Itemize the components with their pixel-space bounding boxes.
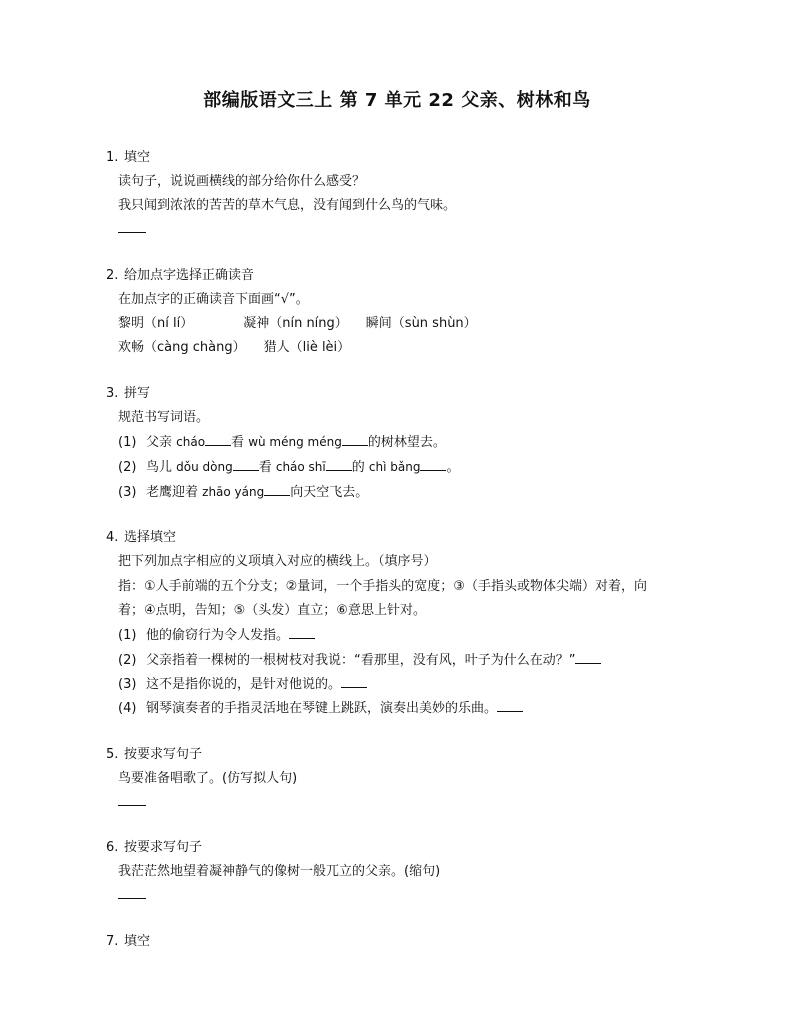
question-4-item-3 xyxy=(118,673,367,692)
answer-blank[interactable] xyxy=(575,651,601,664)
text: 的树林望去。 xyxy=(367,435,446,450)
word-choice[interactable]: 黎明（ní lí） xyxy=(118,316,194,331)
answer-blank[interactable] xyxy=(342,433,368,446)
pinyin: chì bǎng xyxy=(368,460,421,474)
text: 看 xyxy=(258,460,276,475)
word-choice[interactable]: 凝神（nín níng） xyxy=(243,316,348,331)
word-choice[interactable]: 欢畅（càng chàng） xyxy=(118,340,246,355)
question-4-heading xyxy=(106,526,176,545)
question-4-item-2 xyxy=(118,649,601,668)
question-number: 3. xyxy=(106,386,119,401)
answer-blank[interactable] xyxy=(264,483,290,496)
answer-blank[interactable] xyxy=(289,626,315,639)
question-type: 填空 xyxy=(124,934,151,949)
answer-blank[interactable] xyxy=(118,804,146,806)
answer-blank[interactable] xyxy=(326,458,352,471)
question-4-prompt: 把下列加点字相应的义项填入对应的横线上。（填序号） xyxy=(118,554,437,569)
question-3-prompt: 规范书写词语。 xyxy=(118,410,210,425)
text: 父亲指着一棵树的一根树枝对我说：“看那里，没有风，叶子为什么在动？” xyxy=(146,653,576,668)
item-number: (2) xyxy=(118,460,137,475)
question-2-words-row-1 xyxy=(118,312,477,331)
text: 向天空飞去。 xyxy=(290,485,369,500)
item-number: (3) xyxy=(118,677,137,692)
question-2-heading xyxy=(106,264,254,283)
text: 看 xyxy=(231,435,249,450)
answer-blank[interactable] xyxy=(420,458,446,471)
question-number: 6. xyxy=(106,840,119,855)
question-1-prompt: 读句子，说说画横线的部分给你什么感受？ xyxy=(118,174,366,189)
question-2-words-row-2 xyxy=(118,336,350,355)
item-number: (3) xyxy=(118,485,137,500)
question-2-prompt: 在加点字的正确读音下面画“√”。 xyxy=(118,292,309,307)
question-type: 拼写 xyxy=(124,386,151,401)
text: 他的偷窃行为令人发指。 xyxy=(146,628,290,643)
question-6-heading xyxy=(106,836,202,855)
question-6-prompt: 我茫茫然地望着凝神静气的像树一般兀立的父亲。(缩句) xyxy=(118,864,441,879)
text: 老鹰迎着 xyxy=(146,485,203,500)
question-3-item-1 xyxy=(118,431,446,450)
question-type: 填空 xyxy=(124,150,151,165)
answer-blank[interactable] xyxy=(118,897,146,899)
item-number: (1) xyxy=(118,435,137,450)
question-5-prompt: 鸟要准备唱歌了。(仿写拟人句) xyxy=(118,771,298,786)
question-type: 选择填空 xyxy=(124,530,177,545)
answer-blank[interactable] xyxy=(205,433,231,446)
page-title: 部编版语文三上 第 7 单元 22 父亲、树林和鸟 xyxy=(203,90,591,111)
text: 这不是指你说的，是针对他说的。 xyxy=(146,677,342,692)
question-number: 5. xyxy=(106,747,119,762)
item-number: (1) xyxy=(118,628,137,643)
item-number: (4) xyxy=(118,701,137,716)
word-choice[interactable]: 瞬间（sùn shùn） xyxy=(365,316,477,331)
question-4-item-4 xyxy=(118,697,523,716)
text: 的 xyxy=(351,460,369,475)
answer-blank[interactable] xyxy=(233,458,259,471)
question-type: 给加点字选择正确读音 xyxy=(124,268,255,283)
answer-blank[interactable] xyxy=(118,231,146,233)
question-3-heading xyxy=(106,382,150,401)
question-type: 按要求写句子 xyxy=(124,840,203,855)
pinyin: cháo shī xyxy=(275,460,326,474)
question-4-definitions-2: 着；④点明，告知；⑤（头发）直立；⑥意思上针对。 xyxy=(118,603,426,618)
question-number: 1. xyxy=(106,150,119,165)
question-7-heading xyxy=(106,930,150,949)
question-1-sentence: 我只闻到浓浓的苦苦的草木气息，没有闻到什么鸟的气味。 xyxy=(118,198,457,213)
answer-blank[interactable] xyxy=(341,675,367,688)
pinyin: wù méng méng xyxy=(248,435,342,449)
answer-blank[interactable] xyxy=(497,699,523,712)
text: 钢琴演奏者的手指灵活地在琴键上跳跃，演奏出美妙的乐曲。 xyxy=(146,701,498,716)
item-number: (2) xyxy=(118,653,137,668)
pinyin: cháo xyxy=(176,435,206,449)
text: 鸟儿 xyxy=(146,460,177,475)
question-number: 7. xyxy=(106,934,119,949)
question-number: 4. xyxy=(106,530,119,545)
question-type: 按要求写句子 xyxy=(124,747,203,762)
question-5-heading xyxy=(106,743,202,762)
word-choice[interactable]: 猎人（liè lèi） xyxy=(263,340,351,355)
question-4-item-1 xyxy=(118,624,315,643)
pinyin: dǒu dòng xyxy=(176,460,233,474)
question-3-item-2 xyxy=(118,456,459,475)
text: 。 xyxy=(446,460,460,475)
question-number: 2. xyxy=(106,268,119,283)
question-4-definitions-1: 指：①人手前端的五个分支；②量词，一个手指头的宽度；③（手指头或物体尖端）对着，向 xyxy=(118,579,647,594)
question-3-item-3 xyxy=(118,481,368,500)
question-1-heading xyxy=(106,146,150,165)
text: 父亲 xyxy=(146,435,177,450)
pinyin: zhāo yáng xyxy=(202,485,265,499)
